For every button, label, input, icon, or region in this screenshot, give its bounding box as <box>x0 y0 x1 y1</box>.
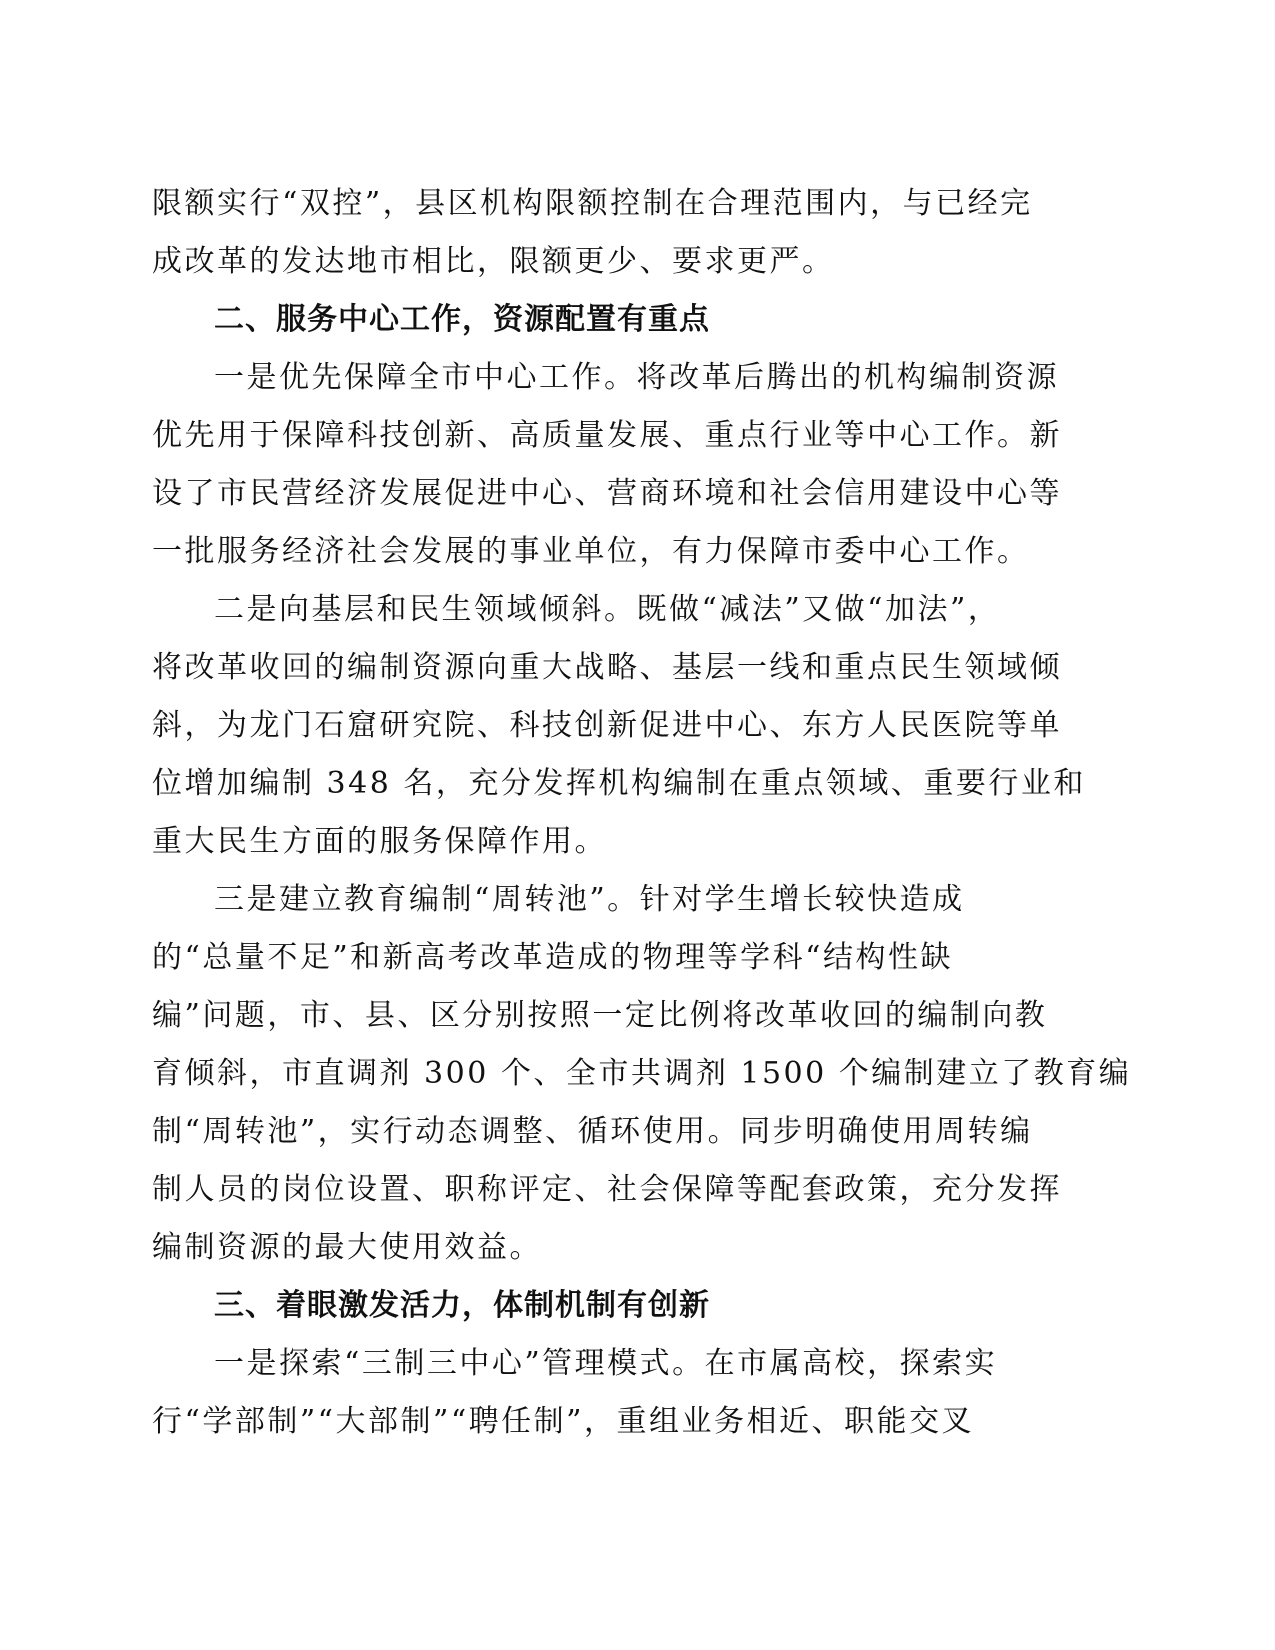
body-text-line: 优先用于保障科技创新、高质量发展、重点行业等中心工作。新 <box>152 418 1062 453</box>
body-text-line: 重大民生方面的服务保障作用。 <box>152 824 607 859</box>
body-text-line: 制人员的岗位设置、职称评定、社会保障等配套政策，充分发挥 <box>152 1172 1062 1207</box>
body-text-line: 的“总量不足”和新高考改革造成的物理等学科“结构性缺 <box>152 940 954 975</box>
paragraph-start-line: 一是优先保障全市中心工作。将改革后腾出的机构编制资源 <box>214 360 1059 395</box>
body-text-line: 设了市民营经济发展促进中心、营商环境和社会信用建设中心等 <box>152 476 1062 511</box>
paragraph-start-line: 二是向基层和民生领域倾斜。既做“减法”又做“加法”， <box>214 592 1001 627</box>
body-text-line: 斜，为龙门石窟研究院、科技创新促进中心、东方人民医院等单 <box>152 708 1062 743</box>
body-text-line: 编”问题，市、县、区分别按照一定比例将改革收回的编制向教 <box>152 998 1048 1033</box>
section-heading-2: 二、服务中心工作，资源配置有重点 <box>214 302 710 337</box>
body-text-line: 成改革的发达地市相比，限额更少、要求更严。 <box>152 244 835 279</box>
body-text-line: 编制资源的最大使用效益。 <box>152 1230 542 1265</box>
document-body <box>152 175 1132 1451</box>
body-text-line: 限额实行“双控”，县区机构限额控制在合理范围内，与已经完 <box>152 186 1033 221</box>
body-text-line: 行“学部制”“大部制”“聘任制”，重组业务相近、职能交叉 <box>152 1404 975 1439</box>
body-text-line: 位增加编制 348 名，充分发挥机构编制在重点领域、重要行业和 <box>152 766 1086 801</box>
body-text-line: 育倾斜，市直调剂 300 个、全市共调剂 1500 个编制建立了教育编 <box>152 1056 1132 1091</box>
paragraph-start-line: 一是探索“三制三中心”管理模式。在市属高校，探索实 <box>214 1346 998 1381</box>
body-text-line: 制“周转池”，实行动态调整、循环使用。同步明确使用周转编 <box>152 1114 1033 1149</box>
paragraph-start-line: 三是建立教育编制“周转池”。针对学生增长较快造成 <box>214 882 965 917</box>
section-heading-3: 三、着眼激发活力，体制机制有创新 <box>214 1288 710 1323</box>
body-text-line: 将改革收回的编制资源向重大战略、基层一线和重点民生领域倾 <box>152 650 1062 685</box>
body-text-line: 一批服务经济社会发展的事业单位，有力保障市委中心工作。 <box>152 534 1030 569</box>
